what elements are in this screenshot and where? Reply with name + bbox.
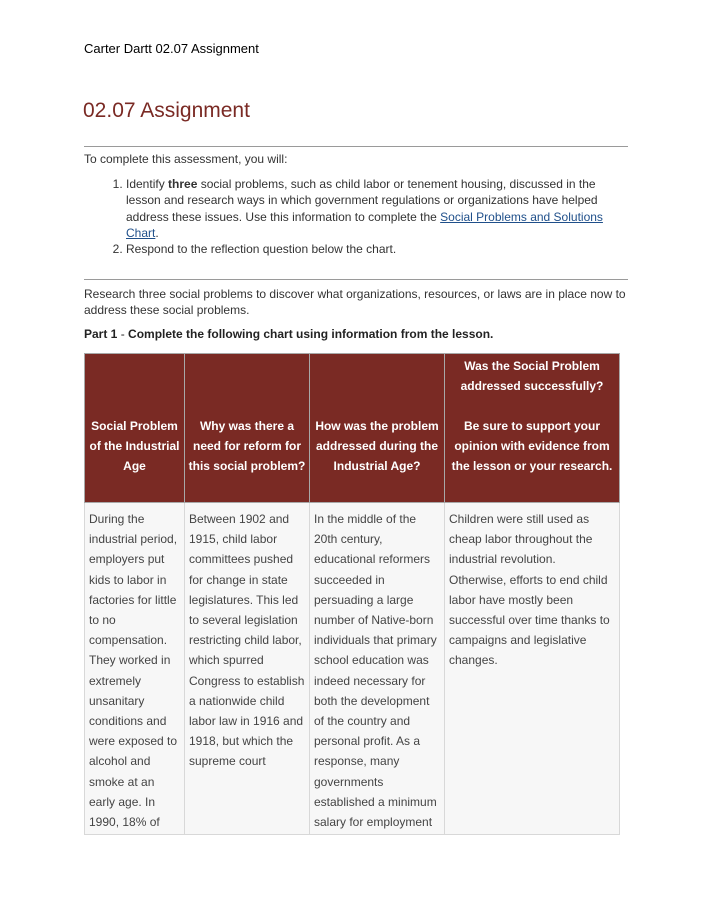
column-header xyxy=(445,354,620,503)
research-text: Research three social problems to discover what organizations, resources, or laws are in place now to address these social problems. xyxy=(84,287,626,318)
list-item xyxy=(126,176,624,241)
intro-text: To complete this assessment, you will: xyxy=(84,152,288,166)
table-cell[interactable]: Children were still used as cheap labor throughout the industrial revolution. Otherwise, efforts to end child labor have mostly been successful over time thanks to campaigns and legislative changes. xyxy=(445,503,620,835)
step-punctuation: . xyxy=(155,225,159,240)
table-header-row xyxy=(85,354,620,503)
table-cell[interactable]: Between 1902 and 1915, child labor committees pushed for change in state legislatures. This led to several legislation restricting child labor, which spurred Congress to establish a nationwide child labor law in 1916 and 1918, but which the supreme court xyxy=(185,503,310,835)
part-instruction: Complete the following chart using information from the lesson. xyxy=(128,327,494,341)
divider xyxy=(84,279,628,280)
column-header: How was the problem addressed during the Industrial Age? xyxy=(310,354,445,503)
instructions-list xyxy=(84,176,624,257)
chart-link[interactable]: Social Problems and Solutions Chart xyxy=(126,209,603,240)
step-bold-text: three xyxy=(168,177,198,191)
page-title: 02.07 Assignment xyxy=(83,99,250,122)
table-row xyxy=(85,503,620,835)
column-header-line: Was the Social Problem addressed successfully? xyxy=(460,359,604,393)
list-item: 2. Respond to the reflection question below the chart. xyxy=(126,241,624,257)
table-cell[interactable]: During the industrial period, employers put kids to labor in factories for little to no compensation. They worked in extremely unsanitary conditions and were exposed to alcohol and smoke at an early age. In 1990, 18% of xyxy=(85,503,185,835)
part-separator: - xyxy=(117,327,129,341)
part-label: Part 1 xyxy=(84,327,118,341)
column-header: Social Problem of the Industrial Age xyxy=(85,354,185,503)
column-header-line: Be sure to support your opinion with evidence from the lesson or your research. xyxy=(451,419,613,473)
table-cell[interactable]: In the middle of the 20th century, educational reformers succeeded in persuading a large number of Native-born individuals that primary school education was indeed necessary for both the development of the country and personal profit. As a response, many governments established a minimum salary for employment xyxy=(310,503,445,835)
document-header: Carter Dartt 02.07 Assignment xyxy=(84,41,259,56)
divider xyxy=(84,146,628,147)
social-problems-chart xyxy=(84,353,620,835)
column-header: Why was there a need for reform for this social problem? xyxy=(185,354,310,503)
step-text: social problems, such as child labor or tenement housing, discussed in the lesson and research ways in which government regulations or organizations have helped address these issues. Use this information to complete the xyxy=(126,177,598,224)
part-heading xyxy=(84,327,493,341)
step-text: Identify xyxy=(126,177,169,191)
